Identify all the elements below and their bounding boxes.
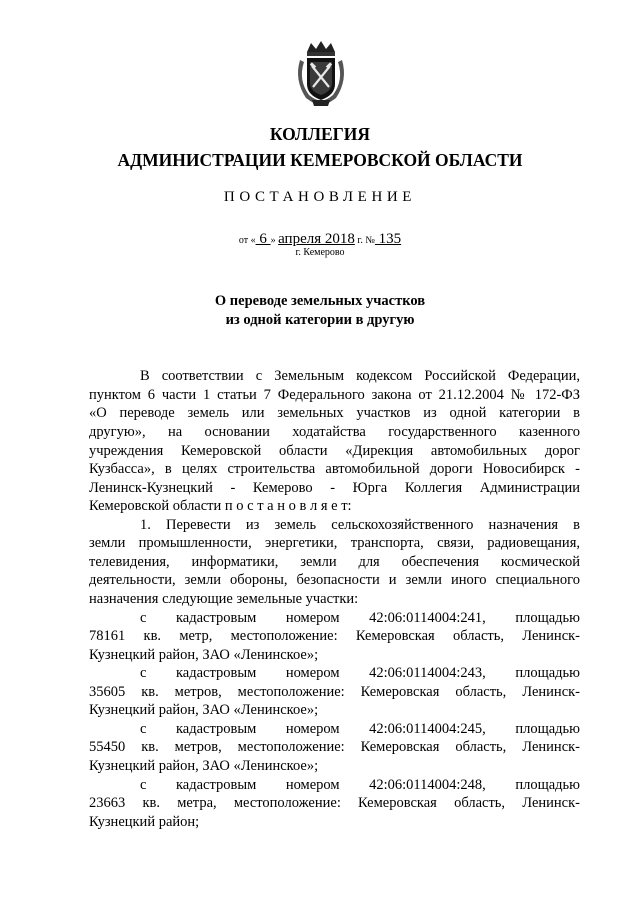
- body-line: Ленинск-Кузнецкий - Кемерово - Юрга Коллегия Администрации: [89, 480, 580, 496]
- body-line: Кузнецкий район, ЗАО «Ленинское»;: [89, 758, 319, 774]
- org-title-line1: КОЛЛЕГИЯ: [269, 124, 371, 144]
- body-line: земли промышленности, энергетики, транспорта, связи, радиовещания,: [89, 535, 580, 551]
- date-year-suffix: г. №: [354, 235, 375, 246]
- date-prefix: от «: [238, 235, 256, 246]
- body-line: 1. Перевести из земель сельскохозяйственного назначения в: [140, 517, 580, 533]
- body-line: 35605 кв. метров, местоположение: Кемеровская область, Ленинск-: [89, 684, 580, 700]
- body-line: Кузбасса», в целях строительства автомобильной дороги Новосибирск -: [89, 461, 580, 477]
- body-line: Кузнецкий район, ЗАО «Ленинское»;: [89, 702, 319, 718]
- date-month-year: апреля 2018: [278, 231, 355, 247]
- document-number: 135: [374, 231, 402, 247]
- body-line: пунктом 6 части 1 статьи 7 Федерального закона от 21.12.2004 № 172-ФЗ: [89, 387, 580, 403]
- document-type: ПОСТАНОВЛЕНИЕ: [223, 189, 417, 205]
- subject-line1: О переводе земельных участков: [214, 293, 426, 309]
- body-line: 55450 кв. метров, местоположение: Кемеровская область, Ленинск-: [89, 739, 580, 755]
- body-line: учреждения Кемеровской области «Дирекция автомобильных дорог: [89, 443, 580, 459]
- body-line: телевидения, информатики, земли для обеспечения космической: [89, 554, 580, 570]
- body-line: 23663 кв. метра, местоположение: Кемеровская область, Ленинск-: [89, 795, 580, 811]
- body-line: Кузнецкий район, ЗАО «Ленинское»;: [89, 647, 319, 663]
- body-line: с кадастровым номером 42:06:0114004:248, площадью: [140, 777, 580, 793]
- body-line: назначения следующие земельные участки:: [89, 591, 359, 607]
- city-name: г. Кемерово: [295, 247, 345, 258]
- body-line: с кадастровым номером 42:06:0114004:243, площадью: [140, 665, 580, 681]
- body-line: деятельности, земли обороны, безопасности и земли иного специального: [89, 572, 580, 588]
- body-line: Кемеровской области п о с т а н о в л я е т:: [89, 498, 352, 514]
- body-line: В соответствии с Земельным кодексом Российской Федерации,: [140, 368, 580, 384]
- subject-line2: из одной категории в другую: [225, 312, 415, 328]
- date-sep: »: [270, 235, 279, 246]
- body-line: с кадастровым номером 42:06:0114004:241, площадью: [140, 610, 580, 626]
- body-line: «О переводе земель или земельных участков из одной категории в: [89, 405, 580, 421]
- coat-of-arms-icon: [292, 40, 350, 110]
- body-line: другую», на основании ходатайства государственного казенного: [89, 424, 580, 440]
- body-line: с кадастровым номером 42:06:0114004:245, площадью: [140, 721, 580, 737]
- body-line: Кузнецкий район;: [89, 814, 200, 830]
- org-title-line2: АДМИНИСТРАЦИИ КЕМЕРОВСКОЙ ОБЛАСТИ: [117, 150, 523, 170]
- date-day: 6: [255, 231, 271, 247]
- body-line: 78161 кв. метр, местоположение: Кемеровская область, Ленинск-: [89, 628, 580, 644]
